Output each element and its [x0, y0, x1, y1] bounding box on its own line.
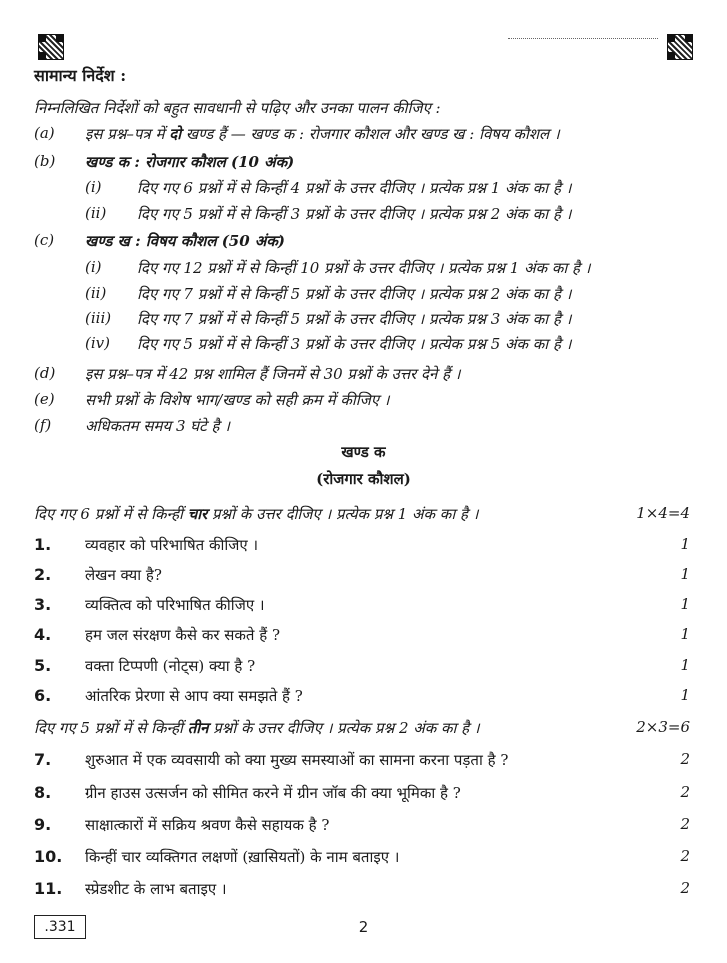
instruction-e-text: सभी प्रश्नों के विशेष भाग/खण्ड को सही क्रम में कीजिए ।	[85, 391, 390, 409]
question-marks: 2	[680, 847, 690, 865]
question-text: व्यक्तित्व को परिभाषित कीजिए ।	[85, 596, 265, 614]
paper-code-box: .331	[34, 915, 86, 939]
question-number: 1.	[34, 535, 52, 554]
question-number: 10.	[34, 847, 63, 866]
question-marks: 1	[680, 595, 690, 613]
question-number: 4.	[34, 625, 52, 644]
instruction-c-iv-label: (iv)	[85, 334, 110, 352]
section-title: खण्ड क	[341, 443, 386, 461]
instruction-c-i-label: (i)	[85, 258, 102, 276]
question-number: 5.	[34, 656, 52, 675]
general-instructions-title: सामान्य निर्देश :	[34, 66, 127, 85]
instruction-b-ii-text: दिए गए 5 प्रश्नों में से किन्हीं 3 प्रश्नों के उत्तर दीजिए । प्रत्येक प्रश्न 2 अंक का है ।	[137, 205, 572, 223]
question-marks: 1	[680, 656, 690, 674]
header-dotted-line	[508, 38, 658, 41]
question-number: 6.	[34, 686, 52, 705]
question-text: व्यवहार को परिभाषित कीजिए ।	[85, 536, 259, 554]
question-number: 11.	[34, 879, 63, 898]
question-text: स्प्रेडशीट के लाभ बताइए ।	[85, 880, 227, 898]
instruction-b-i-text: दिए गए 6 प्रश्नों में से किन्हीं 4 प्रश्नों के उत्तर दीजिए । प्रत्येक प्रश्न 1 अंक का है ।	[137, 179, 572, 197]
instruction-c-iv-text: दिए गए 5 प्रश्नों में से किन्हीं 3 प्रश्नों के उत्तर दीजिए । प्रत्येक प्रश्न 5 अंक का है ।	[137, 335, 572, 353]
instruction-c-label: (c)	[34, 231, 55, 249]
question-number: 2.	[34, 565, 52, 584]
instruction-c-i-text: दिए गए 12 प्रश्नों में से किन्हीं 10 प्रश्नों के उत्तर दीजिए । प्रत्येक प्रश्न 1 अंक का है ।	[137, 259, 591, 277]
instruction-d-text: इस प्रश्न–पत्र में 42 प्रश्न शामिल हैं जिनमें से 30 प्रश्नों के उत्तर देने हैं ।	[85, 365, 461, 383]
question-number: 7.	[34, 750, 52, 769]
question-marks: 1	[680, 686, 690, 704]
instruction-f-label: (f)	[34, 416, 52, 434]
instruction-b-label: (b)	[34, 152, 56, 170]
question-text: हम जल संरक्षण कैसे कर सकते हैं ?	[85, 626, 281, 644]
group1-marks: 1×4=4	[636, 504, 690, 522]
question-marks: 2	[680, 750, 690, 768]
instruction-a-text: इस प्रश्न–पत्र में दो खण्ड हैं — खण्ड क : रोजगार कौशल और खण्ड ख : विषय कौशल ।	[85, 125, 560, 143]
group1-instruction: दिए गए 6 प्रश्नों में से किन्हीं चार प्रश्नों के उत्तर दीजिए । प्रत्येक प्रश्न 1 अंक का है ।	[34, 505, 479, 523]
question-number: 8.	[34, 783, 52, 802]
question-text: किन्हीं चार व्यक्तिगत लक्षणों (ख़ासियतों) के नाम बताइए ।	[85, 848, 400, 866]
instruction-d-label: (d)	[34, 364, 56, 382]
page-number: 2	[358, 918, 369, 936]
question-marks: 2	[680, 783, 690, 801]
instruction-c-heading: खण्ड ख : विषय कौशल (50 अंक)	[85, 232, 285, 250]
question-text: शुरुआत में एक व्यवसायी को क्या मुख्य समस्याओं का सामना करना पड़ता है ?	[85, 751, 509, 769]
instruction-c-iii-label: (iii)	[85, 309, 112, 327]
instruction-b-i-label: (i)	[85, 178, 102, 196]
group2-marks: 2×3=6	[636, 718, 690, 736]
instruction-c-ii-text: दिए गए 7 प्रश्नों में से किन्हीं 5 प्रश्नों के उत्तर दीजिए । प्रत्येक प्रश्न 2 अंक का है ।	[137, 285, 572, 303]
question-number: 3.	[34, 595, 52, 614]
question-text: वक्ता टिप्पणी (नोट्स) क्या है ?	[85, 657, 256, 675]
question-text: साक्षात्कारों में सक्रिय श्रवण कैसे सहायक है ?	[85, 816, 330, 834]
question-number: 9.	[34, 815, 52, 834]
instructions-intro: निम्नलिखित निर्देशों को बहुत सावधानी से पढ़िए और उनका पालन कीजिए :	[34, 99, 441, 117]
question-marks: 1	[680, 565, 690, 583]
instruction-c-iii-text: दिए गए 7 प्रश्नों में से किन्हीं 5 प्रश्नों के उत्तर दीजिए । प्रत्येक प्रश्न 3 अंक का है ।	[137, 310, 572, 328]
instruction-b-heading: खण्ड क : रोजगार कौशल (10 अंक)	[85, 153, 295, 171]
instruction-f-text: अधिकतम समय 3 घंटे है ।	[85, 417, 230, 435]
qr-code-right-icon	[667, 34, 693, 60]
question-text: आंतरिक प्रेरणा से आप क्या समझते हैं ?	[85, 687, 303, 705]
question-marks: 2	[680, 815, 690, 833]
question-marks: 1	[680, 535, 690, 553]
instruction-b-ii-label: (ii)	[85, 204, 107, 222]
question-marks: 2	[680, 879, 690, 897]
question-marks: 1	[680, 625, 690, 643]
instruction-a-label: (a)	[34, 124, 55, 142]
instruction-c-ii-label: (ii)	[85, 284, 107, 302]
question-text: लेखन क्या है?	[85, 566, 162, 584]
group2-instruction: दिए गए 5 प्रश्नों में से किन्हीं तीन प्रश्नों के उत्तर दीजिए । प्रत्येक प्रश्न 2 अंक का है ।	[34, 719, 480, 737]
instruction-e-label: (e)	[34, 390, 55, 408]
question-text: ग्रीन हाउस उत्सर्जन को सीमित करने में ग्रीन जॉब की क्या भूमिका है ?	[85, 784, 461, 802]
section-subtitle: (रोजगार कौशल)	[316, 470, 411, 488]
qr-code-left-icon	[38, 34, 64, 60]
